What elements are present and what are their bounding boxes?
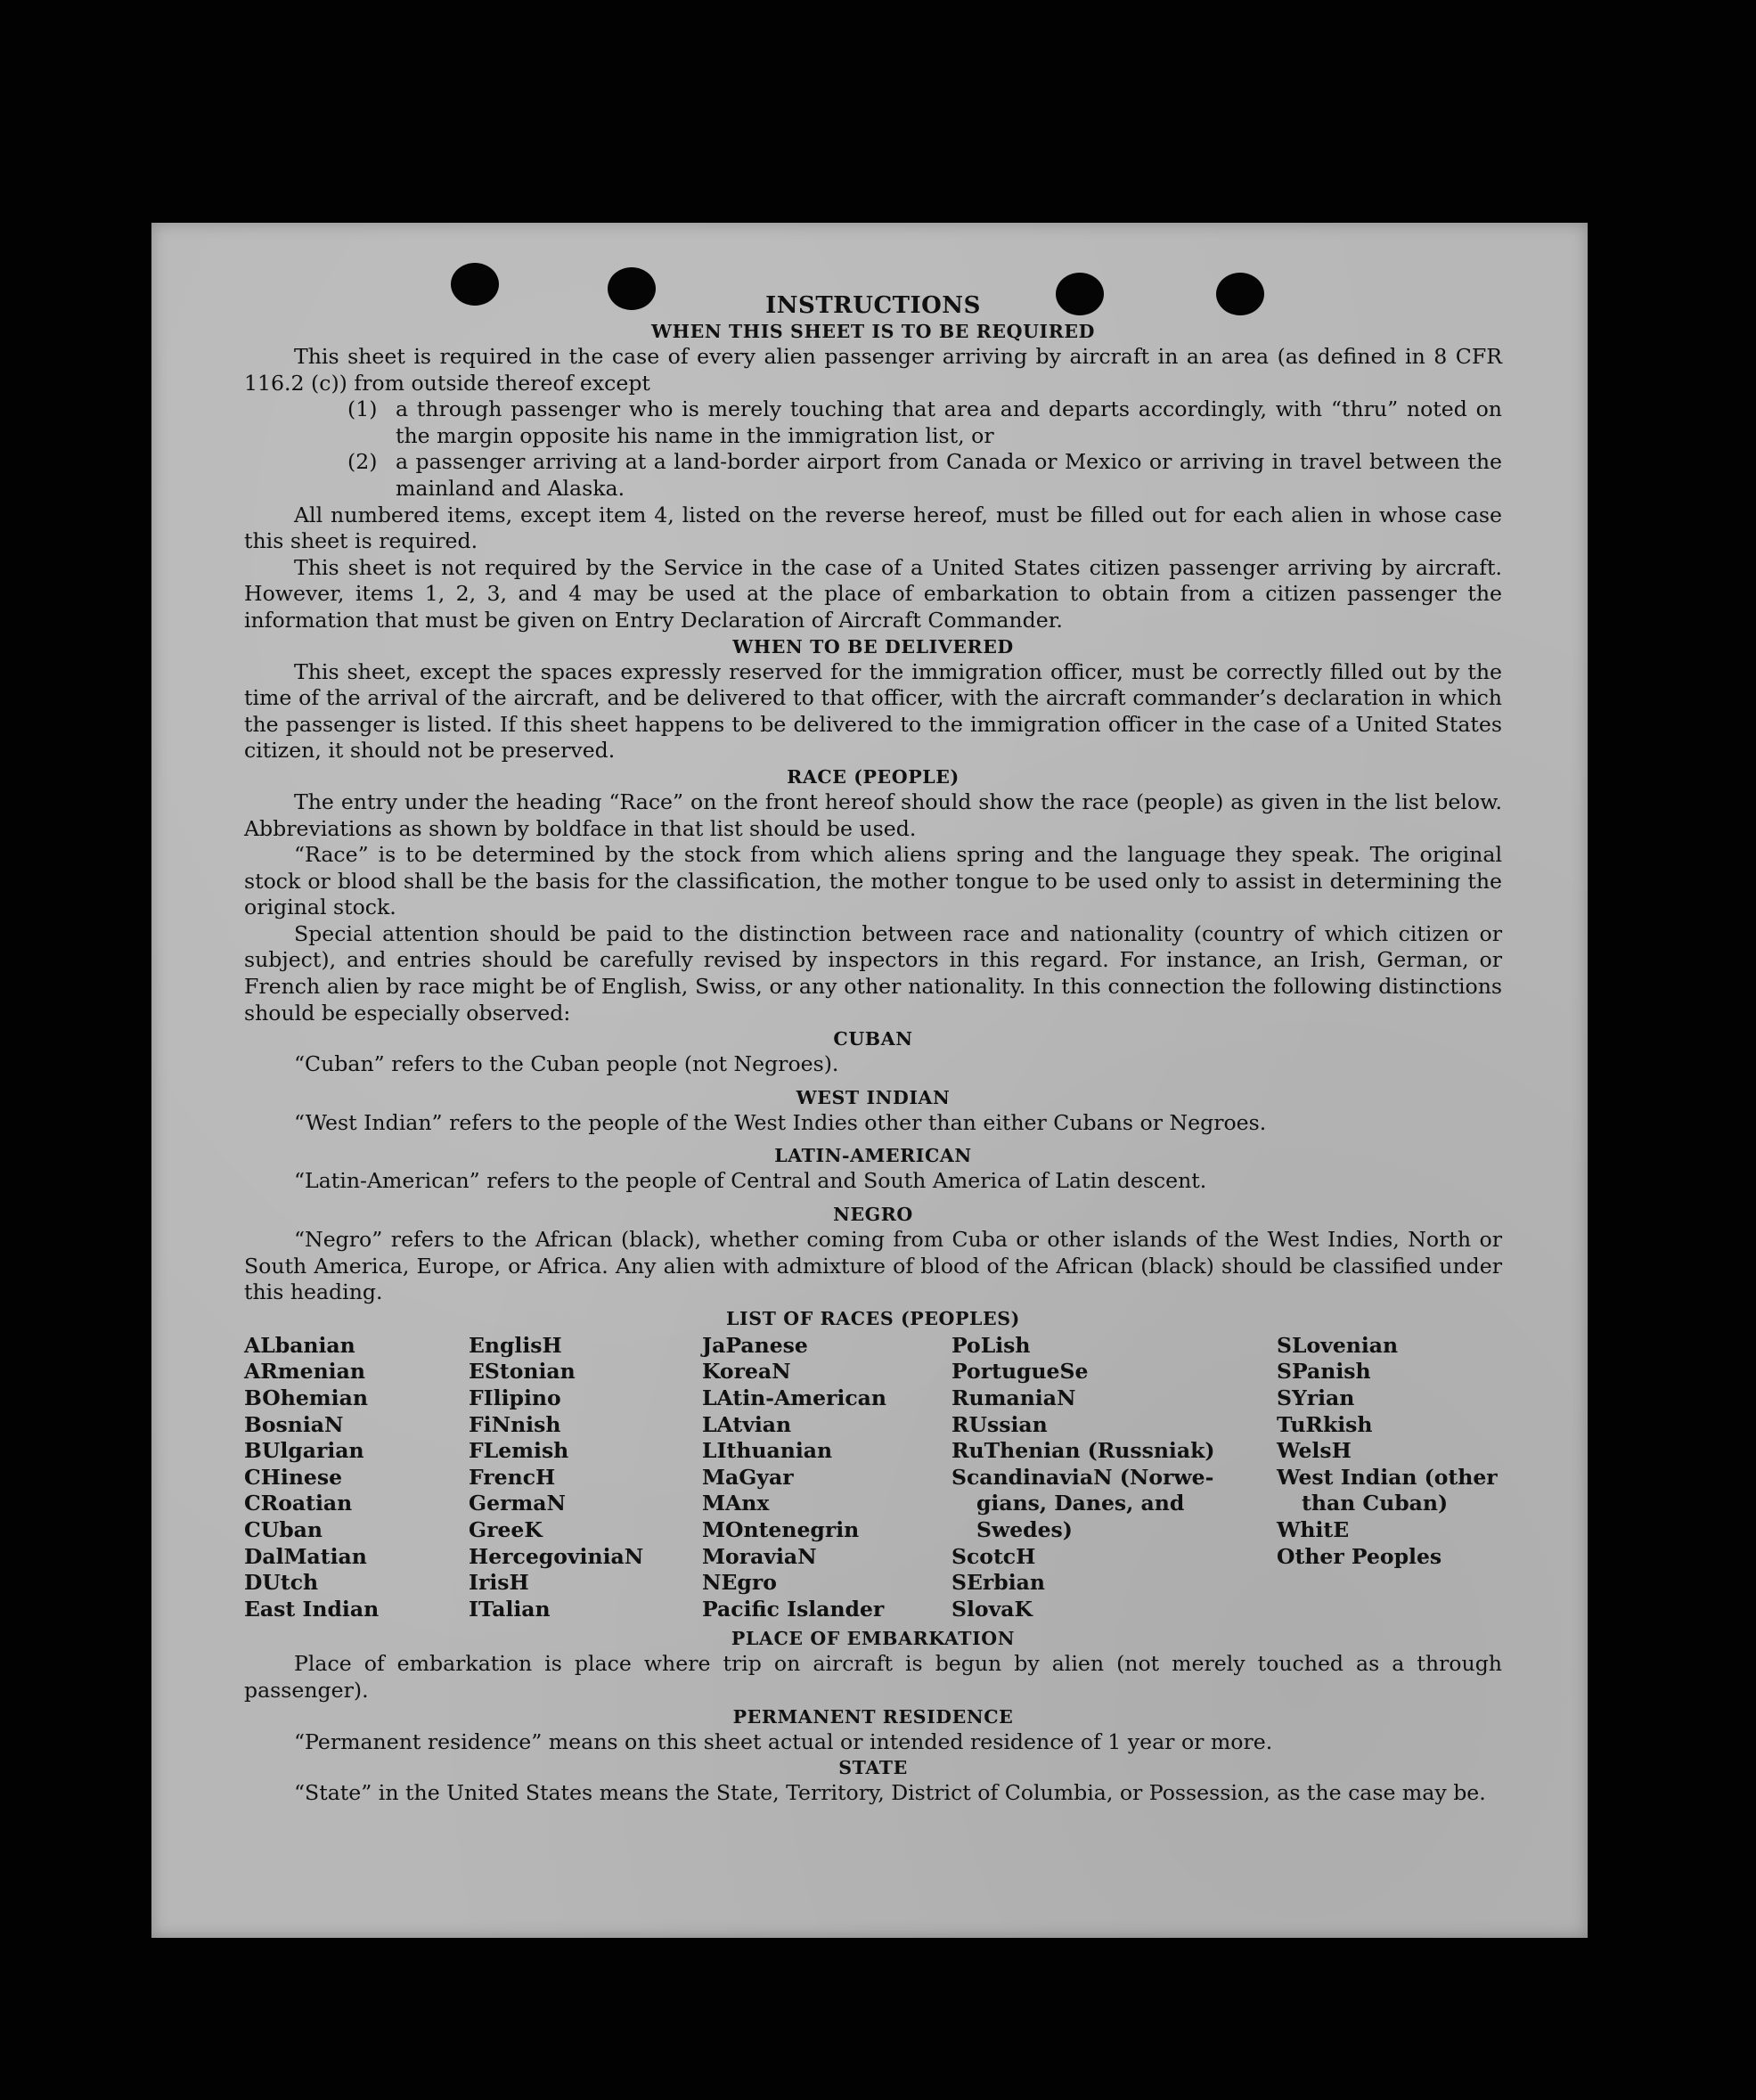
paragraph: “West Indian” refers to the people of the West Indies other than either Cubans or Negroes.	[294, 1109, 1267, 1135]
race-entry: NEgro	[702, 1570, 777, 1596]
paragraph: This sheet is not required by the Service in the case of a United States citizen passenger arriving by aircraft. However, items 1, 2, 3, and 4 may be used at the place of embarkation to obtain from a citizen passenger the information that must be given on Entry Declaration of Aircraft Commander.	[244, 554, 1502, 633]
paragraph: “State” in the United States means the State, Territory, District of Columbia, or Possession, as the case may be.	[294, 1780, 1486, 1806]
race-entry: EnglisH	[469, 1332, 562, 1358]
paragraph: All numbered items, except item 4, listed on the reverse hereof, must be filled out for each alien in whose case this sheet is required.	[244, 502, 1502, 554]
race-entry: ITalian	[469, 1596, 551, 1622]
section-heading: RACE (PEOPLE)	[787, 765, 960, 788]
race-column	[244, 1333, 469, 1623]
race-entry: than Cuban)	[1302, 1491, 1449, 1516]
race-entry: MAnx	[702, 1491, 770, 1516]
section-heading: CUBAN	[833, 1028, 913, 1050]
race-entry: FrencH	[469, 1464, 556, 1490]
race-entry: FiNnish	[469, 1411, 561, 1437]
race-entry: East Indian	[244, 1596, 380, 1622]
race-entry: BOhemian	[244, 1385, 368, 1410]
race-entry: TuRkish	[1277, 1411, 1373, 1437]
race-entry: DalMatian	[244, 1543, 367, 1569]
race-entry: BosniaN	[244, 1411, 344, 1437]
race-entry: SPanish	[1277, 1359, 1371, 1385]
paragraph: “Negro” refers to the African (black), whether coming from Cuba or other islands of the West Indies, North or South America, Europe, or Africa. Any alien with admixture of blood of the African (black) should be classified under this heading.	[244, 1227, 1502, 1305]
race-entry: gians, Danes, and	[976, 1491, 1185, 1516]
race-column	[952, 1333, 1277, 1623]
section-heading: STATE	[838, 1757, 908, 1779]
race-entry: JaPanese	[702, 1332, 808, 1358]
paragraph: Place of embarkation is place where trip on aircraft is begun by alien (not merely touched as a through passenger).	[244, 1651, 1502, 1703]
race-entry: LAtin-American	[702, 1385, 886, 1410]
paragraph: The entry under the heading “Race” on the front hereof should show the race (people) as given in the list below. Abbreviations as shown by boldface in that list should be used.	[244, 789, 1502, 841]
race-entry: CHinese	[244, 1464, 343, 1490]
paragraph: This sheet is required in the case of every alien passenger arriving by aircraft in an area (as defined in 8 CFR 116.2 (c)) from outside thereof except	[244, 344, 1502, 396]
paragraph: This sheet, except the spaces expressly reserved for the immigration officer, must be correctly filled out by the time of the arrival of the aircraft, and be delivered to that officer, with the aircraft commander’s declaration in which the passenger is listed. If this sheet happens to be delivered to the immigration officer in the case of a United States citizen, it should not be preserved.	[244, 658, 1502, 764]
race-entry: WelsH	[1277, 1438, 1352, 1464]
race-entry: EStonian	[469, 1359, 576, 1385]
paragraph: “Latin-American” refers to the people of Central and South America of Latin descent.	[294, 1168, 1207, 1194]
section-heading: PLACE OF EMBARKATION	[731, 1628, 1016, 1650]
race-entry: SlovaK	[952, 1596, 1033, 1622]
race-column	[469, 1333, 702, 1623]
race-entry: CRoatian	[244, 1491, 353, 1516]
document-sheet	[151, 223, 1588, 1938]
race-entry: West Indian (other	[1277, 1464, 1498, 1490]
race-entry: Pacific Islander	[702, 1596, 885, 1622]
race-entry: DUtch	[244, 1570, 319, 1596]
race-entry: Swedes)	[976, 1516, 1073, 1542]
race-entry: RumaniaN	[952, 1385, 1076, 1410]
race-entry: GreeK	[469, 1516, 543, 1542]
race-entry: ScotcH	[952, 1543, 1036, 1569]
section-heading: WEST INDIAN	[796, 1086, 951, 1108]
race-entry: MOntenegrin	[702, 1516, 860, 1542]
list-item	[244, 396, 1502, 449]
paragraph: “Cuban” refers to the Cuban people (not Negroes).	[294, 1051, 839, 1077]
instructions-body	[244, 292, 1502, 1807]
item-text: a passenger arriving at a land-border airport from Canada or Mexico or arriving in travel between the mainland and Alaska.	[396, 449, 1502, 501]
race-entry: KoreaN	[702, 1359, 791, 1385]
race-entry: ARmenian	[244, 1359, 365, 1385]
list-item	[244, 449, 1502, 502]
paragraph: “Race” is to be determined by the stock from which aliens spring and the language they speak. The original stock or blood shall be the basis for the classification, the mother tongue to be used only to assist in determining the original stock.	[244, 842, 1502, 920]
race-entry: SYrian	[1277, 1385, 1355, 1410]
race-entry: RUssian	[952, 1411, 1048, 1437]
race-entry: LIthuanian	[702, 1438, 833, 1464]
paragraph: “Permanent residence” means on this sheet actual or intended residence of 1 year or more.	[294, 1728, 1273, 1754]
race-entry: FIlipino	[469, 1385, 561, 1410]
page-title: INSTRUCTIONS	[765, 292, 981, 319]
race-entry: IrisH	[469, 1570, 529, 1596]
race-entry: LAtvian	[702, 1411, 792, 1437]
section-heading: LIST OF RACES (PEOPLES)	[726, 1307, 1020, 1329]
race-entry: FLemish	[469, 1438, 569, 1464]
race-entry: PoLish	[952, 1332, 1031, 1358]
section-heading: WHEN TO BE DELIVERED	[732, 635, 1014, 658]
race-entry: GermaN	[469, 1491, 566, 1516]
race-entry: MaGyar	[702, 1464, 794, 1490]
race-entry: BUlgarian	[244, 1438, 364, 1464]
race-entry: HercegoviniaN	[469, 1543, 644, 1569]
section-heading: NEGRO	[833, 1204, 913, 1226]
race-column	[1277, 1333, 1499, 1623]
race-entry: SLovenian	[1277, 1332, 1399, 1358]
race-entry: PortugueSe	[952, 1359, 1089, 1385]
race-entry: WhitE	[1277, 1516, 1350, 1542]
race-entry: CUban	[244, 1516, 323, 1542]
race-entry: Other Peoples	[1277, 1543, 1442, 1569]
item-text: a through passenger who is merely touching that area and departs accordingly, with “thru” noted on the margin opposite his name in the immigration list, or	[396, 396, 1502, 448]
item-number: (1)	[347, 396, 378, 422]
section-heading: WHEN THIS SHEET IS TO BE REQUIRED	[651, 321, 1095, 342]
race-entry: SErbian	[952, 1570, 1045, 1596]
paragraph: Special attention should be paid to the distinction between race and nationality (country of which citizen or subject), and entries should be carefully revised by inspectors in this regard. For instance, an Irish, German, or French alien by race might be of English, Swiss, or any other nationality. In this connection the following distinctions should be especially observed:	[244, 920, 1502, 1025]
race-list	[244, 1333, 1502, 1623]
race-entry: MoraviaN	[702, 1543, 817, 1569]
race-column	[702, 1333, 952, 1623]
race-entry: RuThenian (Russniak)	[952, 1438, 1215, 1464]
item-number: (2)	[347, 449, 378, 475]
section-heading: LATIN-AMERICAN	[774, 1145, 972, 1167]
race-entry: ScandinaviaN (Norwe-	[952, 1464, 1214, 1490]
race-entry: ALbanian	[244, 1332, 355, 1358]
section-heading: PERMANENT RESIDENCE	[732, 1705, 1014, 1728]
